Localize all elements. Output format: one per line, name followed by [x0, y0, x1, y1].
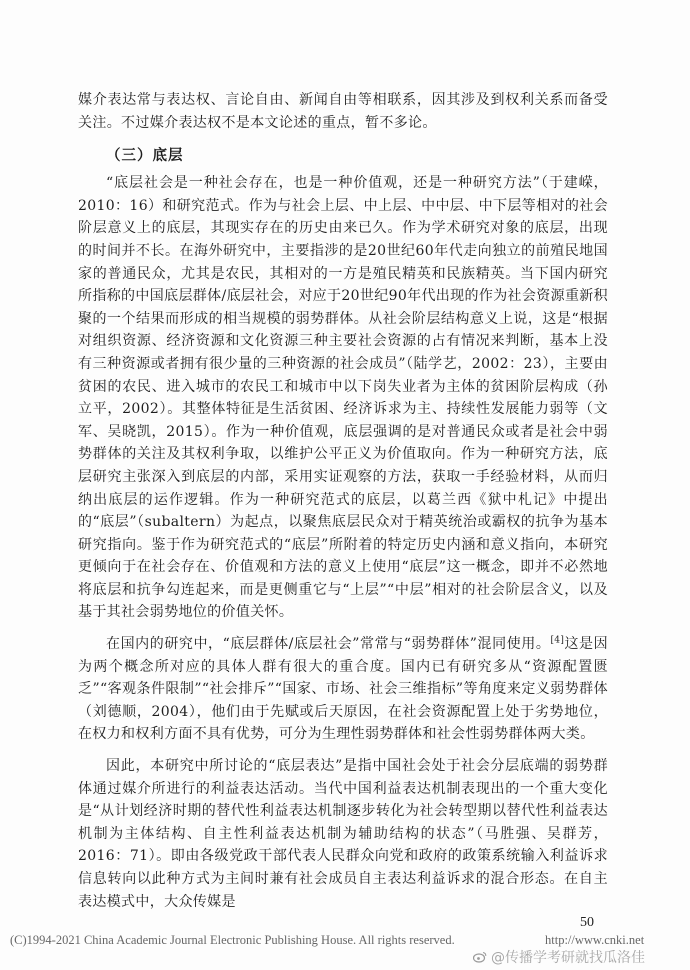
- footer-copyright: (C)1994-2021 China Academic Journal Electronic Publishing House. All rights reserved.: [10, 933, 455, 947]
- paragraph-domestic-research: [78, 633, 608, 746]
- watermark: [473, 947, 645, 967]
- section-heading: （三）底层: [106, 148, 184, 165]
- paragraph-domestic-research-rest: 这是因为两个概念所对应的具体人群有很大的重合度。国内已有研究多从“资源配置匮乏”“客观条件限制”“社会排斥”“国家、市场、社会三维指标”等角度来定义弱势群体（刘德顺，2004），他们由于先赋或后天原因，在社会资源配置上处于劣势地位，在权力和权利方面不具有优势，可分为生理性弱势群体和社会性弱势群体两大类。: [78, 636, 608, 743]
- footer-site-link[interactable]: http://www.cnki.net: [545, 933, 645, 947]
- watermark-text: @传播学考研就找瓜洛佳: [491, 950, 645, 966]
- weibo-icon: [473, 951, 487, 963]
- paragraph-underclass-expression: 因此，本研究中所讨论的“底层表达”是指中国社会处于社会分层底端的弱势群体通过媒介所进行的利益表达活动。当代中国利益表达机制表现出的一个重大变化是“从计划经济时期的替代性利益表达机制逐步转化为社会转型期以替代性利益表达机制为主体结构、自主性利益表达机制为辅助结构的状态”（马胜强、吴群芳，2016：71）。即由各级党政干部代表人民群众向党和政府的政策系统输入利益诉求信息转向以此种方式为主间时兼有社会成员自主表达利益诉求的混合形态。在自主表达模式中，大众传媒是: [78, 758, 608, 910]
- paragraph-continued: 媒介表达常与表达权、言论自由、新闻自由等相联系，因其涉及到权利关系而备受关注。不过媒介表达权不是本文论述的重点，暂不多论。: [78, 92, 608, 131]
- footnote-marker[interactable]: [4]: [550, 635, 565, 646]
- page-number: 50: [580, 915, 594, 930]
- paragraph-underclass-definition: “底层社会是一种社会存在，也是一种价值观，还是一种研究方法”（于建嵘，2010：16）和研究范式。作为与社会上层、中上层、中中层、中下层等相对的社会阶层意义上的底层，其现实存在的历史由来已久。作为学术研究对象的底层，出现的时间并不长。在海外研究中，主要指涉的是20世纪60年代走向独立的前殖民地国家的普通民众，尤其是农民，其相对的一方是殖民精英和民族精英。当下国内研究所指称的中国底层群体/底层社会，对应于20世纪90年代出现的作为社会资源重新积聚的一个结果而形成的相当规模的弱势群体。从社会阶层结构意义上说，这是“根据对组织资源、经济资源和文化资源三种主要社会资源的占有情况来判断，基本上没有三种资源或者拥有很少量的三种资源的社会成员”（陆学艺，2002：23），主要由贫困的农民、进入城市的农民工和城市中以下岗失业者为主体的贫困阶层构成（孙立平，2002）。其整体特征是生活贫困、经济诉求为主、持续性发展能力弱等（文军、吴晓凯，2015）。作为一种价值观，底层强调的是对普通民众或者是社会中弱势群体的关注及其权利争取，以维护公平正义为价值取向。作为一种研究方法，底层研究主张深入到底层的内部，采用实证观察的方法，获取一手经验材料，从而归纳出底层的运作逻辑。作为一种研究范式的底层，以葛兰西《狱中札记》中提出的“底层”（subaltern）为起点，以聚焦底层民众对于精英统治或霸权的抗争为基本研究指向。鉴于作为研究范式的“底层”所附着的特定历史内涵和意义指向，本研究更倾向于在社会存在、价值观和方法的意义上使用“底层”这一概念，即并不必然地将底层和抗争勾连起来，而是更侧重它与“上层”“中层”相对的社会阶层含义，以及基于其社会弱势地位的价值关怀。: [78, 175, 608, 621]
- paragraph-domestic-research-lead: 在国内的研究中，“底层群体/底层社会”常常与“弱势群体”混同使用。: [106, 636, 551, 653]
- page-body: [78, 89, 608, 913]
